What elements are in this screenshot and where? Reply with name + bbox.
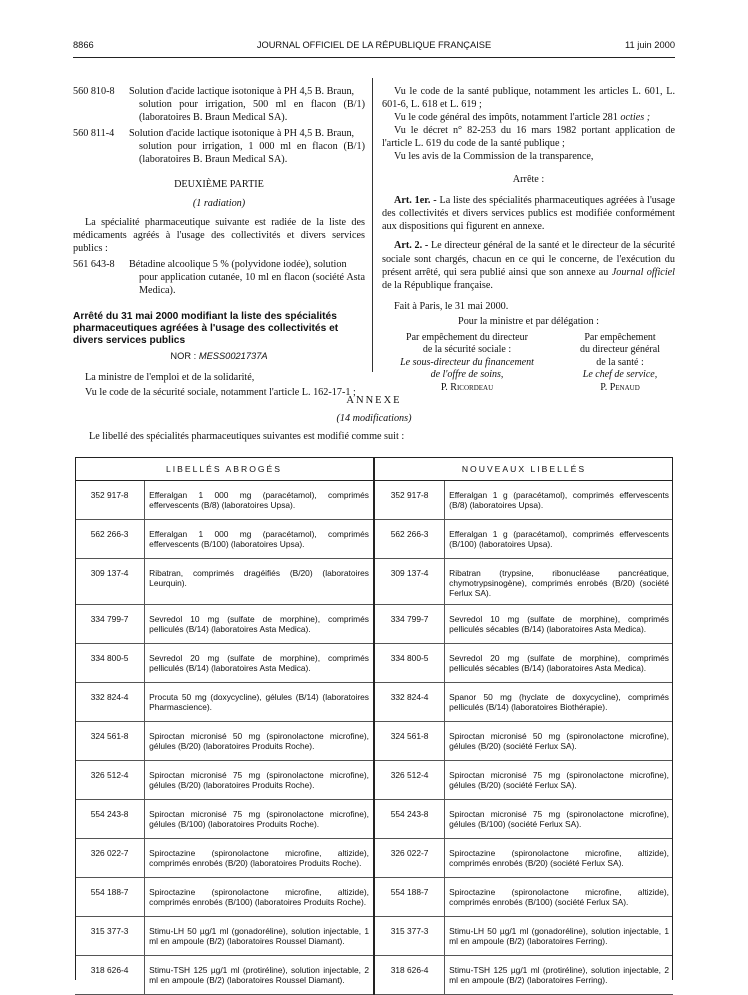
nor-code: MESS0021737A xyxy=(198,350,268,361)
new-label-cell: Sevredol 20 mg (sulfate de morphine), comprimés pelliculés sécables (B/14) (laboratoires Asta Medica). xyxy=(445,644,673,683)
old-label-cell: Efferalgan 1 000 mg (paracétamol), comprimés effervescents (B/100) (laboratoires Upsa). xyxy=(145,520,374,559)
old-label-cell: Sevredol 10 mg (sulfate de morphine), comprimés pelliculés (B/14) (laboratoires Asta Medica). xyxy=(145,605,374,644)
old-label-cell: Stimu-LH 50 µg/1 ml (gonadoréline), solution injectable, 1 ml en ampoule (B/2) (laboratoires Roussel Diamant). xyxy=(145,917,374,956)
new-code-cell: 562 266-3 xyxy=(374,520,445,559)
signatures xyxy=(382,332,675,395)
old-code-cell: 324 561-8 xyxy=(75,722,145,761)
new-code-cell: 324 561-8 xyxy=(374,722,445,761)
new-code-cell: 318 626-4 xyxy=(374,956,445,995)
page-number: 8866 xyxy=(73,40,94,50)
table-row xyxy=(75,917,673,956)
entry-text: Solution d'acide lactique isotonique à PH 4,5 B. Braun, solution pour irrigation, 1 000 ml en flacon (B/1) (laboratoires B. Braun Medical SA). xyxy=(129,128,365,166)
part-intro: La spécialité pharmaceutique suivante est radiée de la liste des médicaments agréés à l'usage des collectivités et divers services publics : xyxy=(73,217,365,255)
old-label-cell: Spiroctazine (spironolactone microfine, altizide), comprimés enrobés (B/100) (laboratoires Produits Roche). xyxy=(145,878,374,917)
old-label-cell: Spiroctan micronisé 50 mg (spironolactone microfine), gélules (B/20) (laboratoires Produits Roche). xyxy=(145,722,374,761)
list-item xyxy=(73,258,365,297)
table-row xyxy=(75,761,673,800)
new-label-cell: Spiroctazine (spironolactone microfine, altizide), comprimés enrobés (B/20) (société Ferlux SA). xyxy=(445,839,673,878)
old-label-cell: Efferalgan 1 000 mg (paracétamol), comprimés effervescents (B/8) (laboratoires Upsa). xyxy=(145,481,374,520)
signature-left: Par empêchement du directeur de la sécurité sociale : Le sous-directeur du financement de l'offre de soins, P. Ricordeau xyxy=(382,332,552,395)
old-code-cell: 554 188-7 xyxy=(75,878,145,917)
new-label-cell: Spiroctan micronisé 75 mg (spironolactone microfine), gélules (B/100) (société Ferlux SA). xyxy=(445,800,673,839)
annexe-title: ANNEXE xyxy=(346,395,402,406)
signatory-name: P. Ricordeau xyxy=(440,381,494,393)
old-label-cell: Stimu-TSH 125 µg/1 ml (protiréline), solution injectable, 2 ml en ampoule (B/2) (laboratoires Roussel Diamant). xyxy=(145,956,374,995)
new-label-cell: Efferalgan 1 g (paracétamol), comprimés effervescents (B/8) (laboratoires Upsa). xyxy=(445,481,673,520)
issue-date: 11 juin 2000 xyxy=(625,40,675,50)
part-title: DEUXIÈME PARTIE xyxy=(174,179,264,191)
new-label-cell: Spiroctan micronisé 50 mg (spironolactone microfine), gélules (B/20) (société Ferlux SA). xyxy=(445,722,673,761)
new-label-cell: Stimu-LH 50 µg/1 ml (gonadoréline), solution injectable, 1 ml en ampoule (B/2) (laboratoires Ferring). xyxy=(445,917,673,956)
old-code-cell: 334 800-5 xyxy=(75,644,145,683)
header-rule xyxy=(73,57,675,58)
new-label-cell: Stimu-TSH 125 µg/1 ml (protiréline), solution injectable, 2 ml en ampoule (B/2) (laboratoires Ferring). xyxy=(445,956,673,995)
signatory-name: P. Penaud xyxy=(600,381,640,393)
new-code-cell: 309 137-4 xyxy=(374,559,445,605)
old-label-cell: Spiroctazine (spironolactone microfine, altizide), comprimés enrobés (B/20) (laboratoires Produits Roche). xyxy=(145,839,374,878)
old-label-cell: Spiroctan micronisé 75 mg (spironolactone microfine), gélules (B/20) (laboratoires Produits Roche). xyxy=(145,761,374,800)
list-item xyxy=(73,85,365,124)
new-label-cell: Efferalgan 1 g (paracétamol), comprimés effervescents (B/100) (laboratoires Upsa). xyxy=(445,520,673,559)
table-row xyxy=(75,956,673,995)
old-label-cell: Procuta 50 mg (doxycycline), gélules (B/14) (laboratoires Pharmascience). xyxy=(145,683,374,722)
new-code-cell: 334 800-5 xyxy=(374,644,445,683)
new-code-cell: 554 243-8 xyxy=(374,800,445,839)
vu-code-sante: Vu le code de la santé publique, notamment les articles L. 601, L. 601-6, L. 618 et L. 619 ; xyxy=(382,86,675,111)
new-label-cell: Spiroctazine (spironolactone microfine, altizide), comprimés enrobés (B/100) (société Ferlux SA). xyxy=(445,878,673,917)
table-header-row xyxy=(75,458,673,481)
old-code-cell: 334 799-7 xyxy=(75,605,145,644)
journal-title: JOURNAL OFFICIEL DE LA RÉPUBLIQUE FRANÇAISE xyxy=(256,40,492,50)
minister-line: La ministre de l'emploi et de la solidarité, xyxy=(85,371,255,383)
cip-code: 560 810-8 xyxy=(73,86,115,97)
old-code-cell: 326 512-4 xyxy=(75,761,145,800)
fait-a-paris: Fait à Paris, le 31 mai 2000. xyxy=(394,300,509,312)
new-code-cell: 315 377-3 xyxy=(374,917,445,956)
list-item xyxy=(73,127,365,166)
new-label-cell: Ribatran (trypsine, ribonucléase pancréatique, chymotrypsinogène), comprimés enrobés (B/20) (société Ferlux SA). xyxy=(445,559,673,605)
cip-code: 561 643-8 xyxy=(73,258,115,270)
article-1: Art. 1er. - La liste des spécialités pharmaceutiques agréées à l'usage des collectivités et divers services publics est modifiée conformément aux dispositions qui figurent en annexe. xyxy=(382,195,675,233)
old-code-cell: 562 266-3 xyxy=(75,520,145,559)
arrete-title: Arrêté du 31 mai 2000 modifiant la liste des spécialités pharmaceutiques agréées à l'usage des collectivités et divers services publics xyxy=(73,310,339,346)
delegation-line: Pour la ministre et par délégation : xyxy=(458,315,599,327)
right-column xyxy=(382,85,675,394)
old-label-cell: Spiroctan micronisé 75 mg (spironolactone microfine), gélules (B/100) (laboratoires Produits Roche). xyxy=(145,800,374,839)
table-row xyxy=(75,644,673,683)
old-code-cell: 332 824-4 xyxy=(75,683,145,722)
new-label-cell: Spanor 50 mg (hyclate de doxycycline), comprimés pelliculés (B/14) (laboratoires Biothérapie). xyxy=(445,683,673,722)
vu-code-secu: Vu le code de la sécurité sociale, notamment l'article L. 162-17-1 ; xyxy=(85,386,356,398)
old-code-cell: 315 377-3 xyxy=(75,917,145,956)
cip-code: 560 811-4 xyxy=(73,128,115,140)
column-header-new: NOUVEAUX LIBELLÉS xyxy=(374,458,673,481)
article-2: Art. 2. - Le directeur général de la santé et le directeur de la sécurité sociale sont chargés, chacun en ce qui le concerne, de l'exécution du présent arrêté, qui sera publié ainsi que son annexe au Journal officiel de la République française. xyxy=(382,240,676,291)
entry-text: Bétadine alcoolique 5 % (polyvidone iodée), solution pour application cutanée, 10 ml en flacon (société Asta Medica). xyxy=(129,258,365,296)
new-code-cell: 554 188-7 xyxy=(374,878,445,917)
vu-code-impots: Vu le code général des impôts, notamment l'article 281 octies ; xyxy=(394,112,651,124)
entry-text: Solution d'acide lactique isotonique à PH 4,5 B. Braun, solution pour irrigation, 500 ml en flacon (B/1) (laboratoires B. Braun Medical SA). xyxy=(129,86,365,124)
column-divider xyxy=(372,78,373,372)
old-code-cell: 309 137-4 xyxy=(75,559,145,605)
table-row xyxy=(75,605,673,644)
annexe-subtitle: (14 modifications) xyxy=(336,413,412,424)
vu-decret: Vu le décret n° 82-253 du 16 mars 1982 portant application de l'article L. 619 du code de la santé publique ; xyxy=(382,125,675,150)
annexe-table-body xyxy=(75,481,673,995)
old-code-cell: 554 243-8 xyxy=(75,800,145,839)
part-subtitle: (1 radiation) xyxy=(192,198,246,210)
running-header xyxy=(73,40,675,54)
table-row xyxy=(75,800,673,839)
left-column xyxy=(73,85,365,399)
old-label-cell: Ribatran, comprimés dragéifiés (B/20) (laboratoires Leurquin). xyxy=(145,559,374,605)
new-code-cell: 326 022-7 xyxy=(374,839,445,878)
article-1-label: Art. 1er. - xyxy=(394,195,437,207)
nor-reference: NOR : MESS0021737A xyxy=(170,350,268,361)
old-label-cell: Sevredol 20 mg (sulfate de morphine), comprimés pelliculés (B/14) (laboratoires Asta Medica). xyxy=(145,644,374,683)
new-code-cell: 332 824-4 xyxy=(374,683,445,722)
table-row xyxy=(75,683,673,722)
vu-avis: Vu les avis de la Commission de la transparence, xyxy=(394,151,594,163)
table-row xyxy=(75,839,673,878)
old-code-cell: 318 626-4 xyxy=(75,956,145,995)
new-label-cell: Sevredol 10 mg (sulfate de morphine), comprimés pelliculés sécables (B/14) (laboratoires Asta Medica). xyxy=(445,605,673,644)
table-row xyxy=(75,878,673,917)
signature-right: Par empêchement du directeur général de la santé : Le chef de service, P. Penaud xyxy=(565,332,675,395)
annexe-intro: Le libellé des spécialités pharmaceutiques suivantes est modifié comme suit : xyxy=(89,431,405,442)
new-label-cell: Spiroctan micronisé 75 mg (spironolactone microfine), gélules (B/20) (société Ferlux SA). xyxy=(445,761,673,800)
new-code-cell: 326 512-4 xyxy=(374,761,445,800)
table-row xyxy=(75,559,673,605)
table-row xyxy=(75,722,673,761)
new-code-cell: 352 917-8 xyxy=(374,481,445,520)
arrete-keyword: Arrête : xyxy=(512,174,545,186)
article-2-label: Art. 2. - xyxy=(394,240,429,252)
old-code-cell: 352 917-8 xyxy=(75,481,145,520)
column-header-old: LIBELLÉS ABROGÉS xyxy=(75,458,374,481)
old-code-cell: 326 022-7 xyxy=(75,839,145,878)
new-code-cell: 334 799-7 xyxy=(374,605,445,644)
table-row xyxy=(75,481,673,520)
table-row xyxy=(75,520,673,559)
annexe-table xyxy=(75,457,673,995)
